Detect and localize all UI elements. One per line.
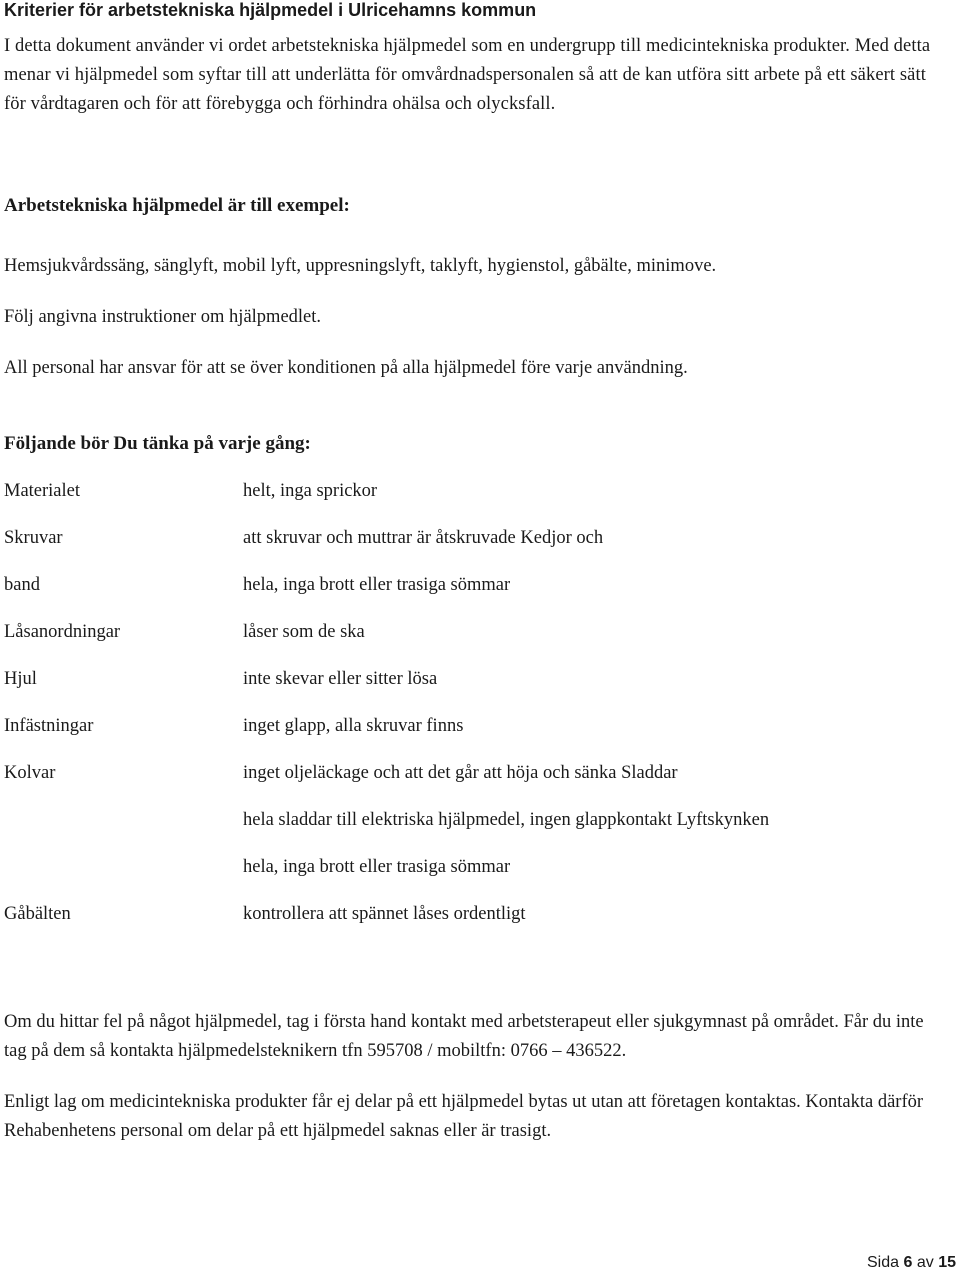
checklist-desc: inget glapp, alla skruvar finns [243, 716, 464, 736]
checklist-row [4, 617, 949, 647]
checklist-desc: hela sladdar till elektriska hjälpmedel, ingen glappkontakt Lyftskynken [243, 810, 770, 830]
checklist-desc: inget oljeläckage och att det går att höja och sänka Sladdar [243, 763, 678, 783]
checklist-term: Kolvar [4, 763, 56, 783]
checklist-row [4, 711, 949, 741]
page-number: 6 [903, 1254, 913, 1271]
intro-paragraph: I detta dokument använder vi ordet arbetstekniska hjälpmedel som en undergrupp till medicintekniska produkter. Med detta menar vi hjälpmedel som syftar till att underlätta för omvårdnadspersonalen så att de kan utföra sitt arbete på ett säkert sätt för vårdtagaren och för att förebygga och förhindra ohälsa och olycksfall. [4, 36, 931, 114]
checklist-term: Låsanordningar [4, 622, 121, 642]
checklist-row [4, 805, 949, 835]
checklist-row [4, 852, 949, 882]
checklist-term: Skruvar [4, 528, 63, 548]
checklist-heading: Följande bör Du tänka på varje gång: [4, 433, 311, 454]
page-footer [867, 1252, 956, 1274]
document-title: Kriterier för arbetstekniska hjälpmedel i Ulricehamns kommun [4, 0, 537, 20]
total-pages: 15 [938, 1254, 956, 1271]
checklist-desc: hela, inga brott eller trasiga sömmar [243, 857, 511, 877]
examples-list: Hemsjukvårdssäng, sänglyft, mobil lyft, uppresningslyft, taklyft, hygienstol, gåbälte, minimove. [4, 256, 717, 276]
law-paragraph: Enligt lag om medicintekniska produkter får ej delar på ett hjälpmedel bytas ut utan att företagen kontaktas. Kontakta därför Rehabenhetens personal om delar på ett hjälpmedel saknas eller är trasigt. [4, 1092, 924, 1141]
responsibility-text: All personal har ansvar för att se över konditionen på alla hjälpmedel före varje användning. [4, 358, 688, 378]
checklist-desc: låser som de ska [243, 622, 365, 642]
checklist-term: Infästningar [4, 716, 94, 736]
contact-paragraph: Om du hittar fel på något hjälpmedel, tag i första hand kontakt med arbetsterapeut eller sjukgymnast på området. Får du inte tag på dem så kontakta hjälpmedelsteknikern tfn 595708 / mobiltfn: 0766 – 436522. [4, 1012, 924, 1061]
checklist-row [4, 570, 949, 600]
checklist-row [4, 664, 949, 694]
checklist-desc: inte skevar eller sitter lösa [243, 669, 438, 689]
checklist-term: Hjul [4, 669, 37, 689]
examples-heading: Arbetstekniska hjälpmedel är till exempel: [4, 195, 350, 216]
checklist-term: Gåbälten [4, 904, 71, 924]
checklist-row [4, 758, 949, 788]
checklist-term: band [4, 575, 40, 595]
checklist-term: Materialet [4, 481, 81, 501]
checklist-desc: helt, inga sprickor [243, 481, 378, 501]
page-label: Sida [867, 1254, 900, 1271]
follow-instructions-text: Följ angivna instruktioner om hjälpmedlet. [4, 307, 322, 327]
of-label: av [916, 1254, 934, 1271]
checklist-row [4, 476, 949, 506]
checklist-desc: att skruvar och muttrar är åtskruvade Kedjor och [243, 528, 604, 548]
checklist-row [4, 523, 949, 553]
checklist-row [4, 899, 949, 929]
checklist-desc: kontrollera att spännet låses ordentligt [243, 904, 526, 924]
checklist-desc: hela, inga brott eller trasiga sömmar [243, 575, 511, 595]
